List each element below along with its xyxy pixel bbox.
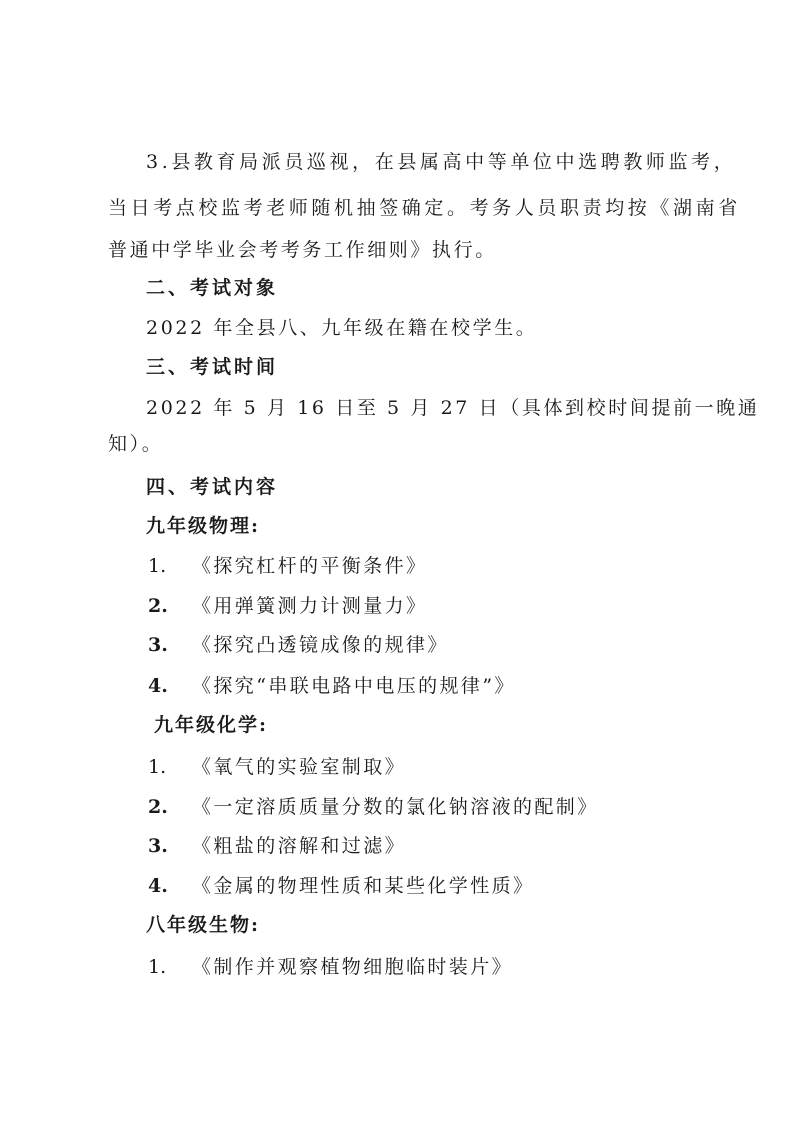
item-text: 《探究杠杆的平衡条件》 [192, 555, 428, 577]
item-text: 《氧气的实验室制取》 [192, 756, 407, 778]
item-text: 《用弹簧测力计测量力》 [192, 595, 428, 617]
item-text: 《探究凸透镜成像的规律》 [192, 634, 449, 656]
paragraph-line: 2022 年 5 月 16 日至 5 月 27 日（具体到校时间提前一晚通 [146, 397, 760, 419]
list-item [148, 594, 427, 618]
biology-title: 八年级生物: [146, 914, 261, 936]
list-item [148, 795, 599, 819]
item-text: 《制作并观察植物细胞临时装片》 [192, 956, 514, 978]
list-item [148, 955, 513, 979]
item-text: 《金属的物理性质和某些化学性质》 [192, 875, 535, 897]
list-item [148, 674, 516, 698]
item-number: 4. [148, 875, 168, 897]
section-heading-content: 四、考试内容 [146, 476, 279, 498]
list-item [148, 834, 406, 858]
section-heading-subjects: 二、考试对象 [146, 277, 279, 299]
paragraph-line: 普通中学毕业会考考务工作细则》执行。 [108, 239, 497, 261]
item-text: 《一定溶质质量分数的氯化钠溶液的配制》 [192, 796, 599, 818]
chemistry-title: 九年级化学: [154, 714, 269, 736]
item-number: 1. [148, 956, 167, 978]
paragraph-line: 当日考点校监考老师随机抽签确定。考务人员职责均按《湖南省 [108, 197, 741, 219]
list-item [148, 874, 534, 898]
paragraph-line: 知）。 [108, 433, 164, 455]
paragraph-line: 2022 年全县八、九年级在籍在校学生。 [146, 317, 538, 339]
list-item [148, 554, 427, 578]
physics-title: 九年级物理: [146, 515, 261, 537]
item-number: 2. [148, 595, 168, 617]
item-text: 《探究“串联电路中电压的规律”》 [192, 675, 516, 697]
paragraph-line: 3.县教育局派员巡视，在县属高中等单位中选聘教师监考， [146, 151, 737, 173]
item-number: 1. [148, 555, 167, 577]
section-heading-time: 三、考试时间 [146, 356, 279, 378]
list-item [148, 633, 449, 657]
list-item [148, 755, 406, 779]
item-number: 4. [148, 675, 168, 697]
item-text: 《粗盐的溶解和过滤》 [192, 835, 407, 857]
item-number: 3. [148, 835, 168, 857]
item-number: 3. [148, 634, 168, 656]
item-number: 1. [148, 756, 167, 778]
item-number: 2. [148, 796, 168, 818]
